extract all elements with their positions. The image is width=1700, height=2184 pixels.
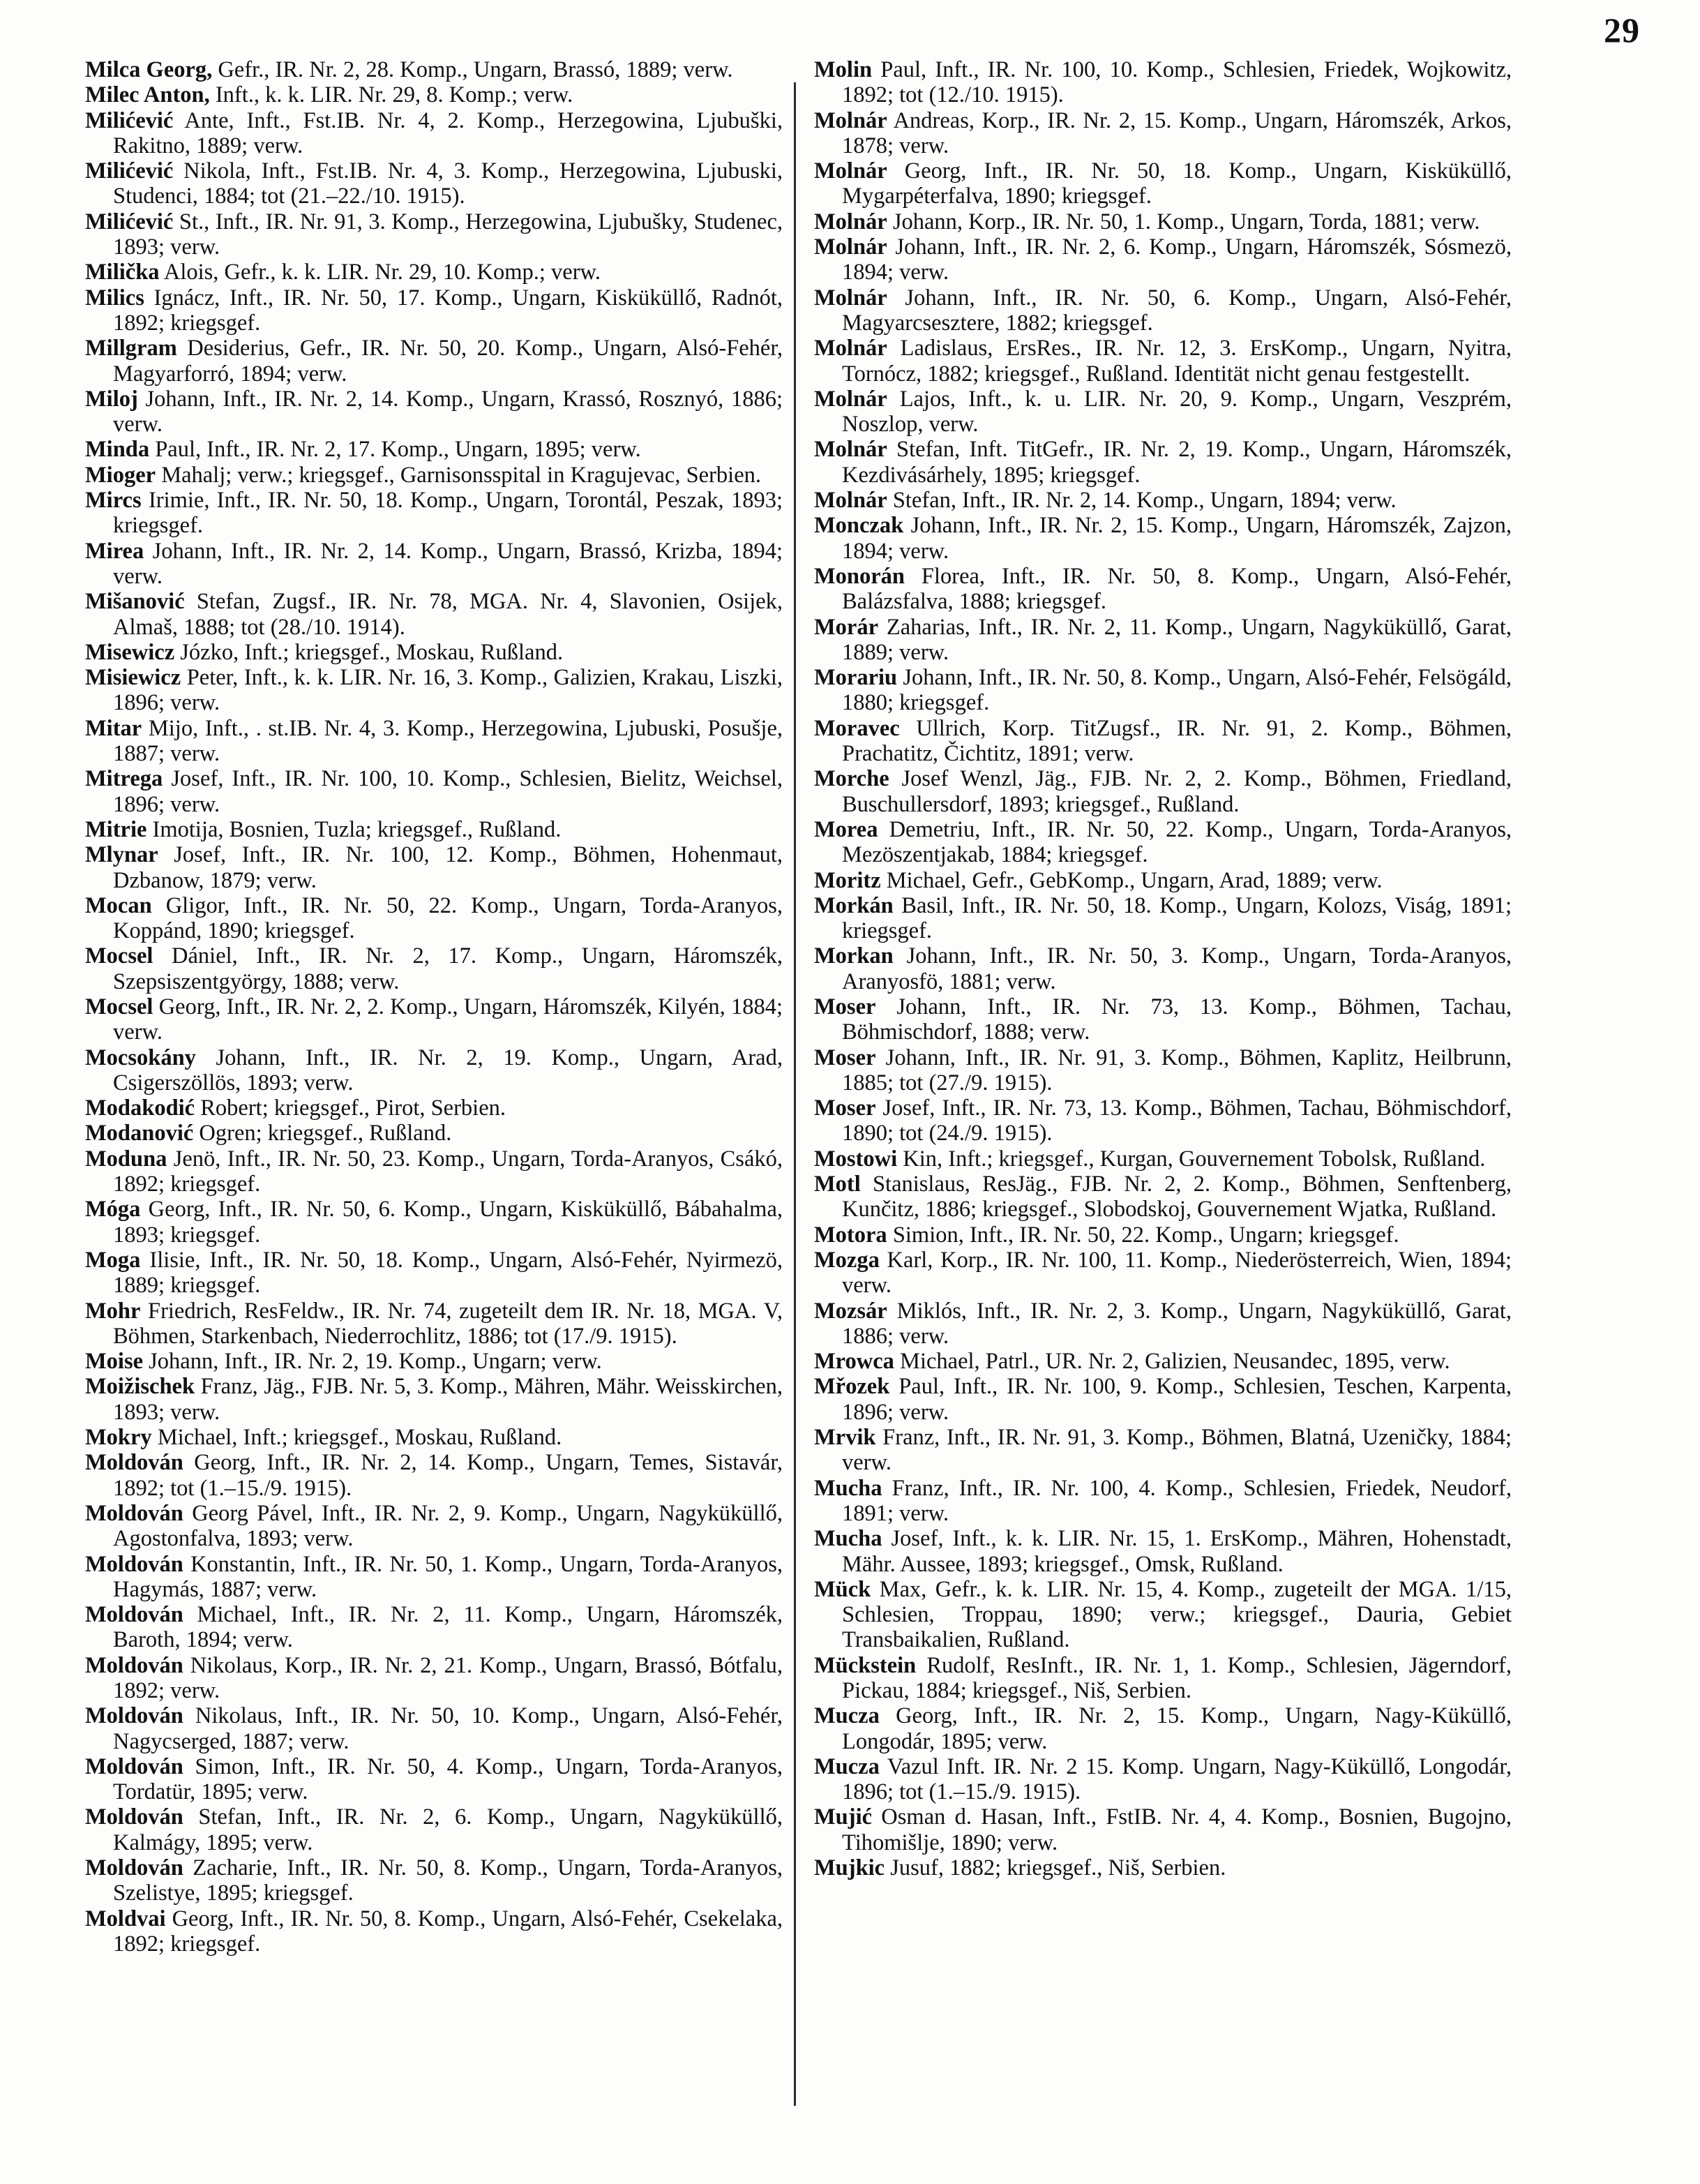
column-divider [794, 82, 796, 2106]
entry-details: Alois, Gefr., k. k. LIR. Nr. 29, 10. Komp.; verw. [159, 260, 601, 285]
entry-surname: Mitrega [85, 766, 163, 792]
list-entry [814, 1248, 1512, 1299]
list-entry [814, 1703, 1512, 1754]
list-entry [814, 1804, 1512, 1855]
entry-details: Jusuf, 1882; kriegsgef., Niš, Serbien. [885, 1855, 1226, 1881]
entry-surname: Mircs [85, 488, 142, 514]
entry-surname: Mocsel [85, 994, 153, 1019]
entry-details: Florea, Inft., IR. Nr. 50, 8. Komp., Ungarn, Alsó-Fehér, Balázsfalva, 1888; kriegsgef. [842, 563, 1512, 615]
entry-surname: Molnár [814, 488, 887, 514]
list-entry [85, 1653, 783, 1704]
list-entry [814, 817, 1512, 868]
list-entry [814, 1146, 1512, 1172]
entry-details: Johann, Inft., IR. Nr. 73, 13. Komp., Böhmen, Tachau, Böhmischdorf, 1888; verw. [842, 994, 1512, 1045]
entry-surname: Mückstein [814, 1652, 917, 1678]
entry-details: Georg, Inft., IR. Nr. 2, 2. Komp., Ungarn, Háromszék, Kilyén, 1884; verw. [113, 994, 783, 1045]
entry-surname: Morkan [814, 943, 894, 969]
entry-details: St., Inft., IR. Nr. 91, 3. Komp., Herzegowina, Ljubušky, Studenec, 1893; verw. [113, 209, 783, 260]
list-entry [85, 1374, 783, 1425]
list-entry [814, 716, 1512, 767]
list-entry [814, 285, 1512, 336]
entry-surname: Molnár [814, 158, 887, 184]
list-entry [85, 1804, 783, 1855]
entry-surname: Mostowi [814, 1146, 898, 1172]
list-entry [85, 1501, 783, 1552]
entry-details: Paul, Inft., IR. Nr. 100, 9. Komp., Schlesien, Teschen, Karpenta, 1896; verw. [842, 1374, 1512, 1425]
list-entry [85, 1045, 783, 1096]
list-entry [85, 1146, 783, 1197]
list-entry [85, 158, 783, 209]
entry-surname: Moldvai [85, 1906, 166, 1931]
list-entry [814, 513, 1512, 564]
entry-details: Rudolf, ResInft., IR. Nr. 1, 1. Komp., Schlesien, Jägerndorf, Pickau, 1884; kriegsgef., Niš, Serbien. [842, 1652, 1512, 1703]
entry-details: Johann, Inft., IR. Nr. 91, 3. Komp., Böhmen, Kaplitz, Heilbrunn, 1885; tot (27./9. 1915). [842, 1045, 1512, 1095]
entry-surname: Moser [814, 1095, 876, 1121]
entry-details: Stefan, Inft., IR. Nr. 2, 6. Komp., Ungarn, Nagyküküllő, Kalmágy, 1895; verw. [113, 1804, 783, 1855]
entry-surname: Monczak [814, 513, 904, 539]
list-entry [85, 640, 783, 665]
entry-surname: Mück [814, 1576, 871, 1602]
entry-surname: Misiewicz [85, 665, 181, 691]
entry-surname: Milca Georg, [85, 57, 213, 82]
entry-details: Georg, Inft., IR. Nr. 50, 6. Komp., Ungarn, Kisküküllő, Bábahalma, 1893; kriegsgef. [113, 1197, 783, 1248]
entry-details: Johann, Inft., IR. Nr. 2, 14. Komp., Ungarn, Brassó, Krizba, 1894; verw. [113, 538, 783, 589]
entry-details: Ilisie, Inft., IR. Nr. 50, 18. Komp., Ungarn, Alsó-Fehér, Nyirmezö, 1889; kriegsgef. [113, 1247, 783, 1299]
entry-details: Lajos, Inft., k. u. LIR. Nr. 20, 9. Komp., Ungarn, Veszprém, Noszlop, verw. [842, 386, 1512, 437]
list-entry [814, 893, 1512, 944]
list-entry [85, 463, 783, 488]
entry-surname: Moldován [85, 1703, 183, 1729]
list-entry [85, 842, 783, 893]
entry-surname: Mocsel [85, 943, 153, 969]
list-entry [814, 108, 1512, 159]
entry-details: Michael, Patrl., UR. Nr. 2, Galizien, Neusandec, 1895, verw. [894, 1349, 1450, 1375]
entry-surname: Móga [85, 1197, 141, 1222]
entry-details: Simon, Inft., IR. Nr. 50, 4. Komp., Ungarn, Torda-Aranyos, Tordatür, 1895; verw. [113, 1753, 783, 1805]
entry-surname: Moldován [85, 1753, 183, 1779]
list-entry [814, 57, 1512, 108]
entry-details: Johann, Inft., IR. Nr. 50, 8. Komp., Ungarn, Alsó-Fehér, Felsögáld, 1880; kriegsgef. [842, 665, 1512, 716]
entry-surname: Moldován [85, 1551, 183, 1577]
entry-details: Josef, Inft., IR. Nr. 100, 10. Komp., Schlesien, Bielitz, Weichsel, 1896; verw. [113, 766, 783, 817]
entry-details: Inft., k. k. LIR. Nr. 29, 8. Komp.; verw. [209, 82, 573, 108]
entry-details: Georg Pável, Inft., IR. Nr. 2, 9. Komp., Ungarn, Nagyküküllő, Agostonfalva, 1893; verw. [113, 1500, 783, 1552]
entry-surname: Molnár [814, 209, 887, 234]
entry-details: Nikolaus, Korp., IR. Nr. 2, 21. Komp., Ungarn, Brassó, Bótfalu, 1892; verw. [113, 1652, 783, 1703]
list-entry [814, 564, 1512, 615]
entry-details: Ullrich, Korp. TitZugsf., IR. Nr. 91, 2. Komp., Böhmen, Prachatitz, Čichtitz, 1891; verw. [842, 715, 1512, 767]
entry-surname: Monorán [814, 563, 905, 589]
entry-surname: Morariu [814, 665, 898, 691]
entry-details: Mijo, Inft., . st.IB. Nr. 4, 3. Komp., Herzegowina, Ljubuski, Posušje, 1887; verw. [113, 715, 783, 767]
entry-details: Josef, Inft., IR. Nr. 100, 12. Komp., Böhmen, Hohenmaut, Dzbanow, 1879; verw. [113, 842, 783, 893]
list-entry [85, 589, 783, 640]
list-entry [814, 665, 1512, 716]
entry-surname: Molin [814, 57, 873, 82]
entry-surname: Mitar [85, 715, 142, 741]
entry-details: Georg, Inft., IR. Nr. 2, 14. Komp., Ungarn, Temes, Sistavár, 1892; tot (1.–15./9. 1915). [113, 1450, 783, 1501]
entry-details: Mahalj; verw.; kriegsgef., Garnisonsspital in Kragujevac, Serbien. [156, 462, 761, 488]
list-entry [85, 1197, 783, 1248]
entry-details: Gligor, Inft., IR. Nr. 50, 22. Komp., Ungarn, Torda-Aranyos, Koppánd, 1890; kriegsgef. [113, 892, 783, 944]
entry-details: Franz, Inft., IR. Nr. 100, 4. Komp., Schlesien, Friedek, Neudorf, 1891; verw. [842, 1475, 1512, 1526]
list-entry [85, 209, 783, 260]
list-entry [814, 1425, 1512, 1476]
list-entry [85, 539, 783, 590]
list-entry [85, 716, 783, 767]
entry-details: Basil, Inft., IR. Nr. 50, 18. Komp., Ungarn, Kolozs, Viság, 1891; kriegsgef. [842, 892, 1512, 944]
list-entry [814, 1374, 1512, 1425]
entry-details: Gefr., IR. Nr. 2, 28. Komp., Ungarn, Brassó, 1889; verw. [212, 57, 733, 82]
list-entry [85, 260, 783, 285]
entry-details: Vazul Inft. IR. Nr. 2 15. Komp. Ungarn, Nagy-Küküllő, Longodár, 1896; tot (1.–15./9. 1915). [842, 1753, 1512, 1805]
list-entry [85, 82, 783, 107]
entry-details: Michael, Gefr., GebKomp., Ungarn, Arad, 1889; verw. [880, 867, 1383, 893]
entry-surname: Mrvik [814, 1425, 876, 1451]
entry-details: Johann, Inft., IR. Nr. 2, 15. Komp., Ungarn, Háromszék, Zajzon, 1894; verw. [842, 513, 1512, 564]
entry-details: Miklós, Inft., IR. Nr. 2, 3. Komp., Ungarn, Nagyküküllő, Garat, 1886; verw. [842, 1298, 1512, 1349]
list-entry [85, 57, 783, 82]
list-entry [814, 1222, 1512, 1248]
entry-details: Simion, Inft., IR. Nr. 50, 22. Komp., Ungarn; kriegsgef. [887, 1222, 1399, 1248]
entry-surname: Mrowca [814, 1349, 894, 1375]
entry-surname: Moser [814, 1045, 876, 1070]
entry-details: Paul, Inft., IR. Nr. 100, 10. Komp., Schlesien, Friedek, Wojkowitz, 1892; tot (12./10. 1915). [842, 57, 1512, 108]
list-entry [814, 615, 1512, 666]
entry-surname: Mujkic [814, 1855, 885, 1881]
entry-surname: Mozga [814, 1247, 880, 1273]
entry-surname: Molnár [814, 285, 887, 311]
list-entry [85, 766, 783, 817]
entry-details: Irimie, Inft., IR. Nr. 50, 18. Komp., Ungarn, Torontál, Peszak, 1893; kriegsgef. [113, 488, 783, 539]
entry-details: Johann, Inft., IR. Nr. 50, 6. Komp., Ungarn, Alsó-Fehér, Magyarcsesztere, 1882; kriegsgef. [842, 285, 1512, 336]
entry-details: Ladislaus, ErsRes., IR. Nr. 12, 3. ErsKomp., Ungarn, Nyitra, Tornócz, 1882; kriegsgef., Rußland. Identität nicht genau festgestellt. [842, 336, 1512, 387]
left-column [85, 57, 783, 1957]
list-entry [85, 1425, 783, 1450]
list-entry [85, 1855, 783, 1906]
entry-details: Michael, Inft., IR. Nr. 2, 11. Komp., Ungarn, Háromszék, Baroth, 1894; verw. [113, 1602, 783, 1653]
entry-surname: Mocsokány [85, 1045, 196, 1070]
entry-details: Franz, Inft., IR. Nr. 91, 3. Komp., Böhmen, Blatná, Uzeničky, 1884; verw. [842, 1425, 1512, 1476]
list-entry [85, 665, 783, 716]
list-entry [814, 488, 1512, 513]
entry-details: Johann, Inft., IR. Nr. 50, 3. Komp., Ungarn, Torda-Aranyos, Aranyosfö, 1881; verw. [842, 943, 1512, 994]
entry-details: Max, Gefr., k. k. LIR. Nr. 15, 4. Komp., zugeteilt der MGA. 1/15, Schlesien, Troppau, 1890; verw.; kriegsgef., Dauria, Gebiet Transbaikalien, Rußland. [842, 1576, 1512, 1653]
entry-surname: Moldován [85, 1500, 183, 1526]
entry-details: Jenö, Inft., IR. Nr. 50, 23. Komp., Ungarn, Torda-Aranyos, Csákó, 1892; kriegsgef. [113, 1146, 783, 1197]
entry-surname: Mucha [814, 1526, 882, 1552]
entry-surname: Mokry [85, 1425, 152, 1451]
entry-details: Andreas, Korp., IR. Nr. 2, 15. Komp., Ungarn, Háromszék, Arkos, 1878; verw. [842, 107, 1512, 158]
entry-details: Robert; kriegsgef., Pirot, Serbien. [195, 1095, 506, 1121]
list-entry [814, 1754, 1512, 1805]
list-entry [814, 1172, 1512, 1222]
entry-surname: Morár [814, 614, 879, 640]
entry-details: Kin, Inft.; kriegsgef., Kurgan, Gouvernement Tobolsk, Rußland. [897, 1146, 1486, 1172]
entry-surname: Mucza [814, 1753, 880, 1779]
list-entry [85, 1248, 783, 1299]
entry-surname: Milićević [85, 107, 174, 133]
entry-surname: Mucza [814, 1703, 880, 1729]
page-number: 29 [1604, 10, 1640, 50]
entry-details: Konstantin, Inft., IR. Nr. 50, 1. Komp., Ungarn, Torda-Aranyos, Hagymás, 1887; verw. [113, 1551, 783, 1602]
list-entry [85, 994, 783, 1045]
entry-surname: Motora [814, 1222, 887, 1248]
entry-details: Georg, Inft., IR. Nr. 50, 8. Komp., Ungarn, Alsó-Fehér, Csekelaka, 1892; kriegsgef. [113, 1906, 783, 1957]
entry-surname: Molnár [814, 386, 887, 412]
entry-surname: Milićević [85, 158, 174, 184]
list-entry [814, 387, 1512, 437]
entry-surname: Mirea [85, 538, 144, 564]
entry-details: Ogren; kriegsgef., Rußland. [193, 1121, 452, 1146]
entry-details: Michael, Inft.; kriegsgef., Moskau, Rußland. [151, 1425, 562, 1451]
list-entry [814, 209, 1512, 234]
right-column [814, 57, 1512, 1880]
entry-details: Georg, Inft., IR. Nr. 2, 15. Komp., Ungarn, Nagy-Küküllő, Longodár, 1895; verw. [842, 1703, 1512, 1754]
entry-details: Stanislaus, ResJäg., FJB. Nr. 2, 2. Komp., Böhmen, Senftenberg, Kunčitz, 1886; kriegsgef., Slobodskoj, Gouvernement Wjatka, Rußland. [842, 1172, 1512, 1222]
list-entry [85, 387, 783, 437]
list-entry [814, 1476, 1512, 1527]
entry-surname: Moldován [85, 1602, 183, 1628]
entry-details: Paul, Inft., IR. Nr. 2, 17. Komp., Ungarn, 1895; verw. [149, 437, 641, 463]
entry-surname: Mřozek [814, 1374, 890, 1400]
list-entry [85, 1703, 783, 1754]
entry-surname: Moga [85, 1247, 141, 1273]
entry-surname: Miloj [85, 386, 138, 412]
entry-surname: Moižischek [85, 1374, 195, 1400]
entry-surname: Motl [814, 1172, 861, 1197]
list-entry [814, 1855, 1512, 1880]
entry-details: Zaharias, Inft., IR. Nr. 2, 11. Komp., Ungarn, Nagyküküllő, Garat, 1889; verw. [842, 614, 1512, 665]
entry-surname: Mišanović [85, 589, 185, 615]
entry-details: Franz, Jäg., FJB. Nr. 5, 3. Komp., Mähren, Mähr. Weisskirchen, 1893; verw. [113, 1374, 783, 1425]
entry-surname: Milićević [85, 209, 174, 234]
entry-details: Imotija, Bosnien, Tuzla; kriegsgef., Rußland. [146, 816, 562, 842]
list-entry [814, 437, 1512, 488]
entry-surname: Mitrie [85, 816, 147, 842]
entry-surname: Misewicz [85, 639, 175, 665]
entry-surname: Mohr [85, 1298, 141, 1324]
entry-details: Johann, Inft., IR. Nr. 2, 6. Komp., Ungarn, Háromszék, Sósmezö, 1894; verw. [842, 234, 1512, 285]
entry-surname: Moritz [814, 867, 881, 893]
list-entry [85, 1095, 783, 1121]
list-entry [814, 1526, 1512, 1577]
entry-surname: Milec Anton, [85, 82, 210, 108]
list-entry [85, 1552, 783, 1603]
entry-surname: Moldován [85, 1804, 183, 1830]
entry-surname: Morea [814, 816, 878, 842]
list-entry [85, 1121, 783, 1146]
entry-details: Josef, Inft., IR. Nr. 73, 13. Komp., Böhmen, Tachau, Böhmischdorf, 1890; tot (24./9. 1915). [842, 1095, 1512, 1146]
entry-details: Johann, Inft., IR. Nr. 2, 14. Komp., Ungarn, Krassó, Rosznyó, 1886; verw. [113, 386, 783, 437]
list-entry [85, 285, 783, 336]
entry-details: Nikola, Inft., Fst.IB. Nr. 4, 3. Komp., Herzegowina, Ljubuski, Studenci, 1884; tot (21.–22./10. 1915). [113, 158, 783, 209]
entry-surname: Morche [814, 766, 889, 792]
entry-details: Ante, Inft., Fst.IB. Nr. 4, 2. Komp., Herzegowina, Ljubuški, Rakitno, 1889; verw. [113, 107, 783, 158]
entry-details: Johann, Inft., IR. Nr. 2, 19. Komp., Ungarn, Arad, Csigerszöllös, 1893; verw. [113, 1045, 783, 1095]
list-entry [814, 868, 1512, 893]
entry-surname: Mocan [85, 892, 152, 918]
list-entry [85, 817, 783, 842]
entry-surname: Minda [85, 437, 150, 463]
entry-details: Josef Wenzl, Jäg., FJB. Nr. 2, 2. Komp., Böhmen, Friedland, Buschullersdorf, 1893; kriegsgef., Rußland. [842, 766, 1512, 817]
entry-surname: Mlynar [85, 842, 158, 868]
entry-surname: Moduna [85, 1146, 167, 1172]
list-entry [814, 336, 1512, 387]
entry-details: Ignácz, Inft., IR. Nr. 50, 17. Komp., Ungarn, Kisküküllő, Radnót, 1892; kriegsgef. [113, 285, 783, 336]
entry-details: Stefan, Zugsf., IR. Nr. 78, MGA. Nr. 4, Slavonien, Osijek, Almaš, 1888; tot (28./10. 1914). [113, 589, 783, 640]
entry-surname: Mioger [85, 462, 156, 488]
entry-surname: Moldován [85, 1652, 183, 1678]
entry-surname: Milička [85, 260, 160, 285]
entry-details: Józko, Inft.; kriegsgef., Moskau, Rußland. [174, 639, 564, 665]
list-entry [85, 893, 783, 944]
entry-details: Friedrich, ResFeldw., IR. Nr. 74, zugeteilt dem IR. Nr. 18, MGA. V, Böhmen, Starkenbach, Niederrochlitz, 1886; tot (17./9. 1915). [113, 1298, 783, 1349]
list-entry [814, 234, 1512, 285]
list-entry [85, 336, 783, 387]
list-entry [85, 1299, 783, 1349]
entry-details: Zacharie, Inft., IR. Nr. 50, 8. Komp., Ungarn, Torda-Aranyos, Szelistye, 1895; kriegsgef. [113, 1855, 783, 1906]
list-entry [814, 1095, 1512, 1146]
entry-details: Demetriu, Inft., IR. Nr. 50, 22. Komp., Ungarn, Torda-Aranyos, Mezöszentjakab, 1884; kriegsgef. [842, 816, 1512, 868]
list-entry [814, 943, 1512, 994]
entry-surname: Milics [85, 285, 144, 311]
entry-details: Johann, Inft., IR. Nr. 2, 19. Komp., Ungarn; verw. [143, 1349, 602, 1375]
entry-surname: Mozsár [814, 1298, 887, 1324]
entry-surname: Molnár [814, 107, 887, 133]
entry-details: Desiderius, Gefr., IR. Nr. 50, 20. Komp., Ungarn, Alsó-Fehér, Magyarforró, 1894; verw. [113, 336, 783, 387]
entry-surname: Moise [85, 1349, 144, 1375]
list-entry [85, 488, 783, 539]
list-entry [85, 943, 783, 994]
list-entry [814, 994, 1512, 1045]
list-entry [814, 1299, 1512, 1349]
list-entry [85, 1906, 783, 1957]
list-entry [85, 1754, 783, 1805]
entry-details: Georg, Inft., IR. Nr. 50, 18. Komp., Ungarn, Kisküküllő, Mygarpéterfalva, 1890; kriegsgef. [842, 158, 1512, 209]
list-entry [85, 1602, 783, 1653]
entry-details: Nikolaus, Inft., IR. Nr. 50, 10. Komp., Ungarn, Alsó-Fehér, Nagycserged, 1887; verw. [113, 1703, 783, 1754]
list-entry [85, 108, 783, 159]
list-entry [814, 158, 1512, 209]
list-entry [85, 437, 783, 462]
entry-details: Stefan, Inft. TitGefr., IR. Nr. 2, 19. Komp., Ungarn, Háromszék, Kezdivásárhely, 1895; kriegsgef. [842, 437, 1512, 488]
entry-surname: Moldován [85, 1450, 183, 1476]
entry-surname: Molnár [814, 437, 887, 463]
entry-details: Josef, Inft., k. k. LIR. Nr. 15, 1. ErsKomp., Mähren, Hohenstadt, Mähr. Aussee, 1893; kriegsgef., Omsk, Rußland. [842, 1526, 1512, 1577]
entry-surname: Mucha [814, 1475, 882, 1501]
entry-surname: Modanović [85, 1121, 194, 1146]
list-entry [814, 1577, 1512, 1653]
entry-surname: Millgram [85, 336, 177, 361]
entry-details: Osman d. Hasan, Inft., FstIB. Nr. 4, 4. Komp., Bosnien, Bugojno, Tihomišlje, 1890; verw. [842, 1804, 1512, 1855]
entry-surname: Moser [814, 994, 876, 1019]
list-entry [85, 1450, 783, 1501]
entry-details: Karl, Korp., IR. Nr. 100, 11. Komp., Niederösterreich, Wien, 1894; verw. [842, 1247, 1512, 1299]
entry-details: Peter, Inft., k. k. LIR. Nr. 16, 3. Komp., Galizien, Krakau, Liszki, 1896; verw. [113, 665, 783, 716]
entry-details: Stefan, Inft., IR. Nr. 2, 14. Komp., Ungarn, 1894; verw. [887, 488, 1397, 514]
list-entry [814, 766, 1512, 817]
entry-surname: Molnár [814, 336, 887, 361]
entry-surname: Molnár [814, 234, 887, 260]
entry-details: Johann, Korp., IR. Nr. 50, 1. Komp., Ungarn, Torda, 1881; verw. [887, 209, 1480, 234]
list-entry [814, 1045, 1512, 1096]
entry-surname: Mujić [814, 1804, 873, 1830]
entry-surname: Morkán [814, 892, 894, 918]
entry-surname: Moldován [85, 1855, 183, 1881]
list-entry [814, 1653, 1512, 1704]
entry-details: Dániel, Inft., IR. Nr. 2, 17. Komp., Ungarn, Háromszék, Szepsiszentgyörgy, 1888; verw. [113, 943, 783, 994]
list-entry [814, 1349, 1512, 1374]
list-entry [85, 1349, 783, 1374]
entry-surname: Moravec [814, 715, 900, 741]
entry-surname: Modakodić [85, 1095, 195, 1121]
